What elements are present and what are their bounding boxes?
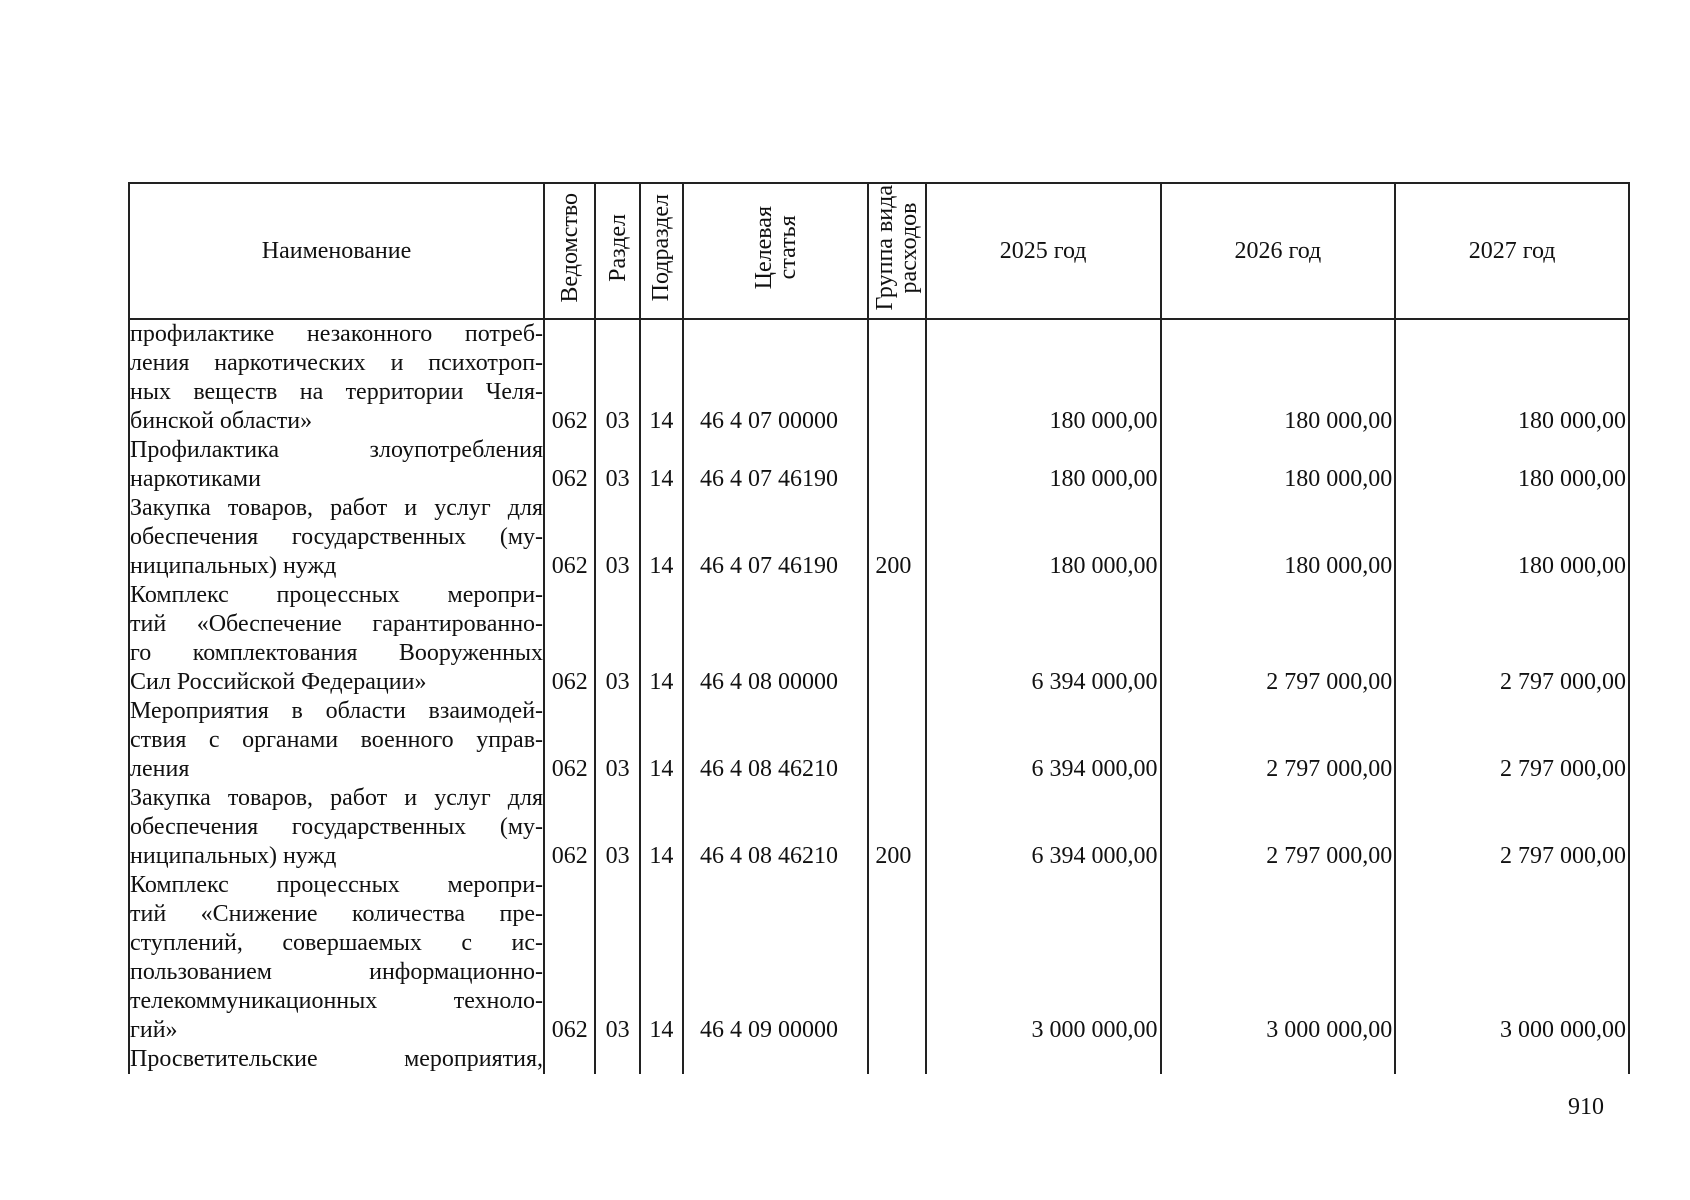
table-row — [129, 1045, 1629, 1074]
cell-2027: 2 797 000,00 — [1395, 784, 1629, 871]
cell-name-line: обеспечения государственных (му- — [130, 524, 544, 550]
cell-dept: 062 — [544, 494, 595, 581]
cell-name — [129, 784, 544, 871]
cell-name-line: ления — [130, 756, 190, 782]
cell-section: 03 — [595, 494, 639, 581]
page-number: 910 — [1568, 1094, 1604, 1120]
cell-2026 — [1161, 1045, 1396, 1074]
col-header-name: Наименование — [129, 183, 544, 319]
cell-name-line: Мероприятия в области взаимодей- — [130, 698, 544, 724]
col-header-group — [868, 183, 925, 319]
cell-name-line: ных веществ на территории Челя- — [130, 379, 544, 405]
cell-dept: 062 — [544, 581, 595, 697]
cell-name-line: го комплектования Вооруженных — [130, 640, 544, 666]
col-header-section: Раздел — [595, 183, 639, 319]
cell-2027 — [1395, 1045, 1629, 1074]
cell-name — [129, 436, 544, 494]
cell-2025: 180 000,00 — [926, 436, 1161, 494]
cell-name-line: Закупка товаров, работ и услуг для — [130, 495, 544, 521]
cell-target — [683, 1045, 868, 1074]
cell-2026: 3 000 000,00 — [1161, 871, 1396, 1045]
cell-section: 03 — [595, 871, 639, 1045]
cell-2025: 6 394 000,00 — [926, 581, 1161, 697]
cell-target: 46 4 07 00000 — [683, 319, 868, 436]
cell-name — [129, 494, 544, 581]
cell-dept: 062 — [544, 319, 595, 436]
cell-group — [868, 697, 925, 784]
cell-2026: 180 000,00 — [1161, 494, 1396, 581]
cell-name-line: ступлений, совершаемых с ис- — [130, 930, 544, 956]
cell-name-line: ствия с органами военного управ- — [130, 727, 544, 753]
cell-dept — [544, 1045, 595, 1074]
cell-name-line: бинской области» — [130, 408, 313, 434]
cell-2027: 2 797 000,00 — [1395, 581, 1629, 697]
cell-2026: 2 797 000,00 — [1161, 697, 1396, 784]
col-header-group-line1: Группа вида — [872, 184, 899, 311]
cell-2027: 180 000,00 — [1395, 436, 1629, 494]
cell-name-line: Просветительские мероприятия, — [130, 1046, 544, 1072]
cell-subsection: 14 — [640, 494, 683, 581]
cell-2025: 180 000,00 — [926, 319, 1161, 436]
cell-name-line: ниципальных) нужд — [130, 843, 337, 869]
cell-dept: 062 — [544, 871, 595, 1045]
cell-target: 46 4 09 00000 — [683, 871, 868, 1045]
cell-name-line: тий «Снижение количества пре- — [130, 901, 544, 927]
cell-target: 46 4 08 46210 — [683, 697, 868, 784]
cell-name-line: Комплекс процессных меропри- — [130, 582, 544, 608]
cell-2025 — [926, 1045, 1161, 1074]
cell-name-line: профилактике незаконного потреб- — [130, 321, 544, 347]
cell-name — [129, 1045, 544, 1074]
cell-section: 03 — [595, 319, 639, 436]
cell-name-line: наркотиками — [130, 466, 261, 492]
budget-table — [128, 182, 1630, 1074]
cell-subsection: 14 — [640, 697, 683, 784]
cell-dept: 062 — [544, 697, 595, 784]
cell-2025: 6 394 000,00 — [926, 697, 1161, 784]
col-header-2025: 2025 год — [926, 183, 1161, 319]
cell-target: 46 4 08 46210 — [683, 784, 868, 871]
cell-2026: 180 000,00 — [1161, 319, 1396, 436]
col-header-2026: 2026 год — [1161, 183, 1396, 319]
cell-target: 46 4 07 46190 — [683, 494, 868, 581]
cell-section: 03 — [595, 697, 639, 784]
cell-name — [129, 871, 544, 1045]
cell-section: 03 — [595, 784, 639, 871]
table-body — [129, 319, 1629, 1074]
cell-2025: 180 000,00 — [926, 494, 1161, 581]
cell-section: 03 — [595, 581, 639, 697]
cell-subsection: 14 — [640, 436, 683, 494]
cell-2027: 180 000,00 — [1395, 494, 1629, 581]
cell-subsection: 14 — [640, 581, 683, 697]
table-row — [129, 581, 1629, 697]
table-row — [129, 697, 1629, 784]
cell-name-line: гий» — [130, 1017, 178, 1043]
cell-name-line: ниципальных) нужд — [130, 553, 337, 579]
cell-section — [595, 1045, 639, 1074]
cell-2025: 6 394 000,00 — [926, 784, 1161, 871]
cell-2027: 3 000 000,00 — [1395, 871, 1629, 1045]
cell-group — [868, 871, 925, 1045]
cell-name-line: Профилактика злоупотребления — [130, 437, 544, 463]
table-row — [129, 436, 1629, 494]
cell-target: 46 4 07 46190 — [683, 436, 868, 494]
cell-name-line: Сил Российской Федерации» — [130, 669, 427, 695]
cell-dept: 062 — [544, 784, 595, 871]
cell-name-line: Комплекс процессных меропри- — [130, 872, 544, 898]
cell-subsection — [640, 1045, 683, 1074]
cell-name-line: телекоммуникационных техноло- — [130, 988, 544, 1014]
table-row — [129, 871, 1629, 1045]
cell-subsection: 14 — [640, 871, 683, 1045]
cell-2026: 2 797 000,00 — [1161, 581, 1396, 697]
cell-group: 200 — [868, 494, 925, 581]
cell-subsection: 14 — [640, 319, 683, 436]
cell-group — [868, 581, 925, 697]
cell-name-line: ления наркотических и психотроп- — [130, 350, 544, 376]
col-header-target-line2: статья — [774, 215, 801, 280]
cell-group — [868, 1045, 925, 1074]
cell-2027: 2 797 000,00 — [1395, 697, 1629, 784]
table-header-row — [129, 183, 1629, 319]
cell-name — [129, 319, 544, 436]
cell-section: 03 — [595, 436, 639, 494]
cell-2027: 180 000,00 — [1395, 319, 1629, 436]
cell-subsection: 14 — [640, 784, 683, 871]
cell-name-line: пользованием информационно- — [130, 959, 544, 985]
table-row — [129, 494, 1629, 581]
col-header-target-line1: Целевая — [750, 205, 777, 290]
cell-name-line: Закупка товаров, работ и услуг для — [130, 785, 544, 811]
cell-target: 46 4 08 00000 — [683, 581, 868, 697]
cell-name — [129, 581, 544, 697]
cell-2026: 2 797 000,00 — [1161, 784, 1396, 871]
col-header-group-line2: расходов — [896, 202, 923, 293]
col-header-dept: Ведомство — [544, 183, 595, 319]
col-header-target — [683, 183, 868, 319]
cell-name — [129, 697, 544, 784]
table-row — [129, 784, 1629, 871]
cell-group — [868, 436, 925, 494]
table-row — [129, 319, 1629, 436]
cell-group — [868, 319, 925, 436]
col-header-subsection: Подраздел — [640, 183, 683, 319]
cell-group: 200 — [868, 784, 925, 871]
cell-dept: 062 — [544, 436, 595, 494]
cell-2026: 180 000,00 — [1161, 436, 1396, 494]
cell-name-line: тий «Обеспечение гарантированно- — [130, 611, 544, 637]
cell-2025: 3 000 000,00 — [926, 871, 1161, 1045]
col-header-2027: 2027 год — [1395, 183, 1629, 319]
cell-name-line: обеспечения государственных (му- — [130, 814, 544, 840]
